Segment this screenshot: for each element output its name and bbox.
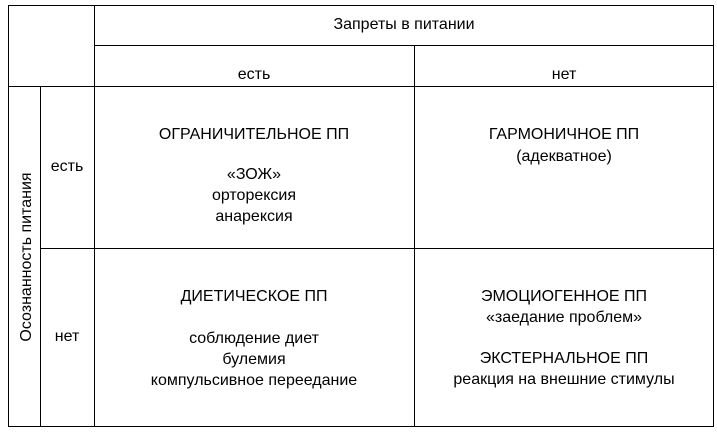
border-left xyxy=(8,5,9,427)
border-bottom xyxy=(8,426,714,427)
column-label-no: нет xyxy=(551,66,577,83)
quadrant-item: орторексия xyxy=(211,187,297,204)
column-header-title: Запреты в питании xyxy=(333,16,475,33)
quadrant-item: (адекватное) xyxy=(516,148,612,165)
row-label-yes: есть xyxy=(50,158,84,175)
quadrant-item: булемия xyxy=(222,351,286,368)
quadrant-item: анарексия xyxy=(215,208,293,225)
quadrant-item: компульсивное переедание xyxy=(150,372,358,389)
quadrant-harmonious xyxy=(414,86,714,248)
quadrant-dietary xyxy=(94,248,414,426)
quadrant-title: ЭМОЦИОГЕННОЕ ПП xyxy=(480,288,648,305)
quadrant-title: ОГРАНИЧИТЕЛЬНОЕ ПП xyxy=(158,126,350,143)
quadrant-subtitle-secondary: реакция на внешние стимулы xyxy=(453,371,675,388)
quadrant-emotiogenic xyxy=(414,248,714,426)
quadrant-restrictive xyxy=(94,86,414,248)
row-label-no: нет xyxy=(54,328,80,345)
quadrant-title: ГАРМОНИЧНОЕ ПП xyxy=(488,126,640,143)
row-header-title: Осознанность питания xyxy=(18,172,35,342)
quadrant-title-secondary: ЭКСТЕРНАЛЬНОЕ ПП xyxy=(479,350,649,367)
quadrant-subtitle: «заедание проблем» xyxy=(485,309,643,326)
column-label-yes: есть xyxy=(237,66,271,83)
quadrant-title: ДИЕТИЧЕСКОЕ ПП xyxy=(180,288,328,305)
quadrant-item: «ЗОЖ» xyxy=(226,166,282,183)
quadrant-item: соблюдение диет xyxy=(189,330,319,347)
